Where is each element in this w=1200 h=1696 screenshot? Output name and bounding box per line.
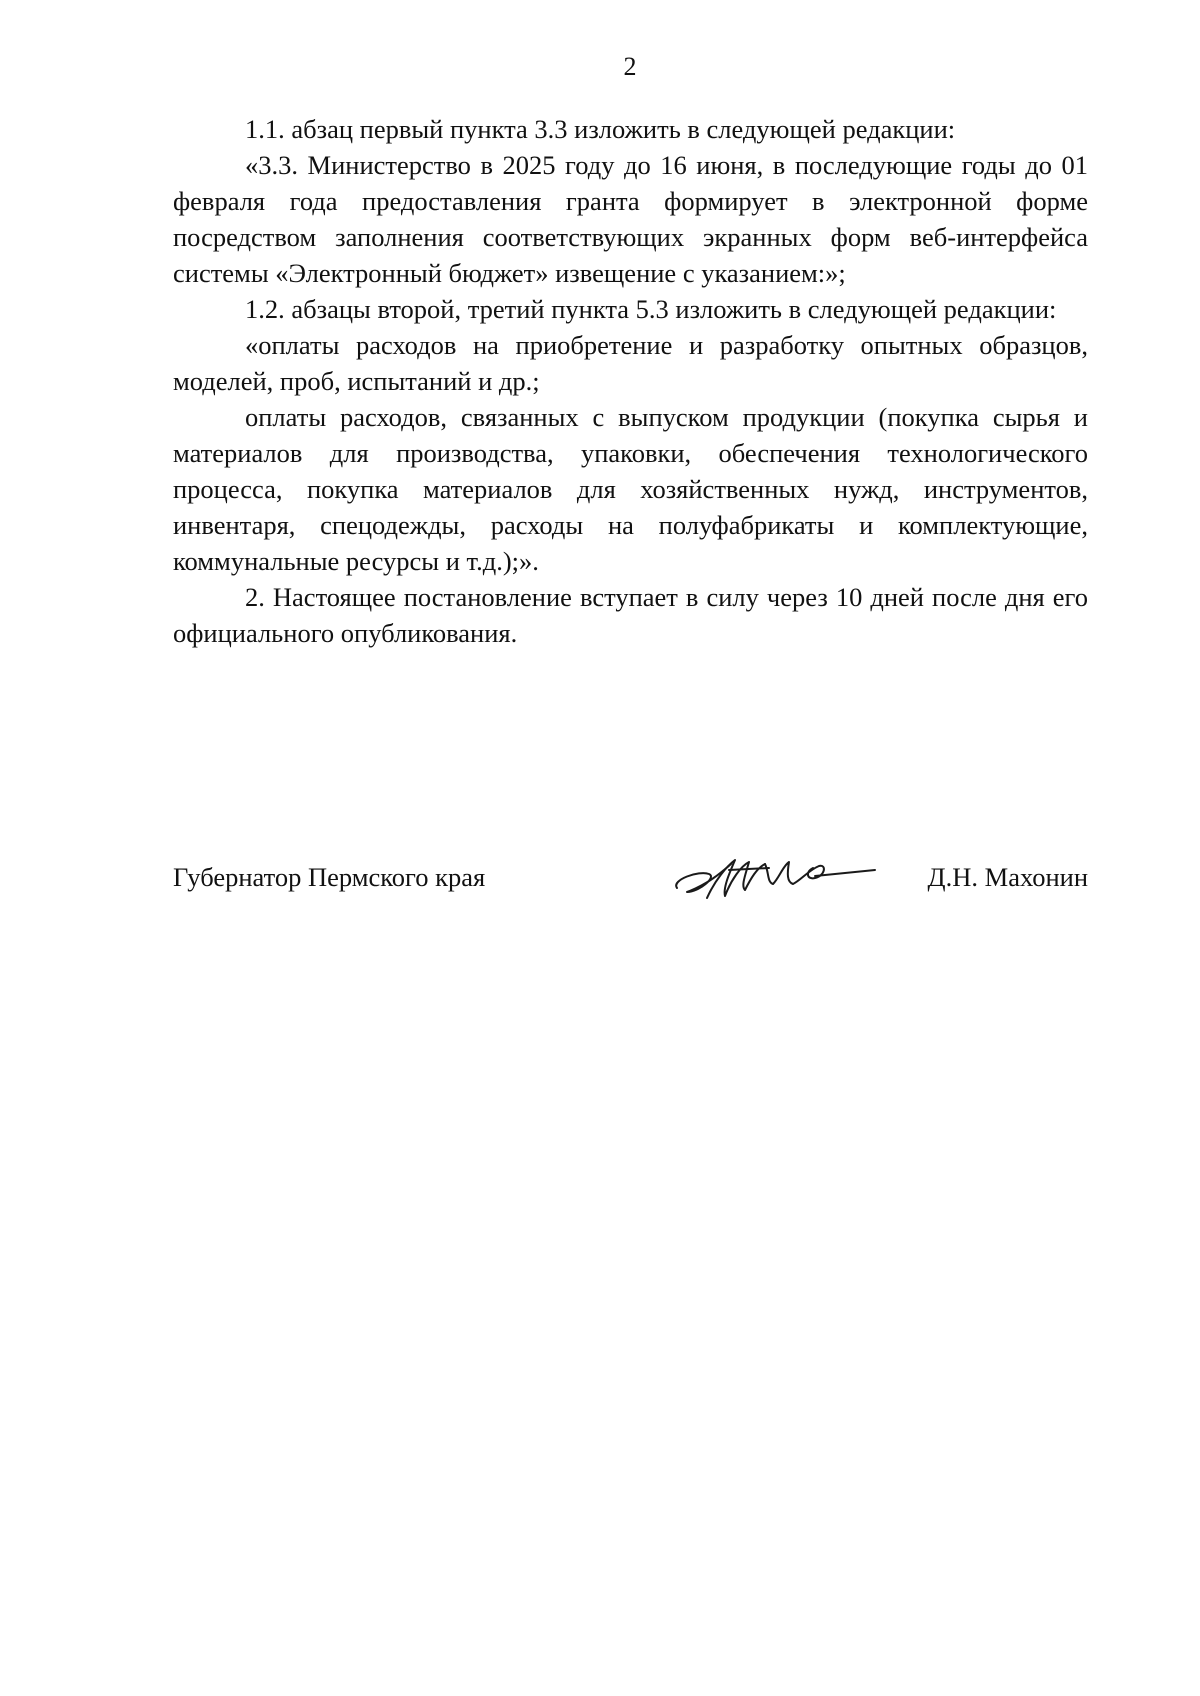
paragraph-3-3-quote: «3.3. Министерство в 2025 году до 16 июня, в последующие годы до 01 февраля года предоставления гранта формирует в электронной форме посредством заполнения соответствующих экранных форм веб-интерфейса системы «Электронный бюджет» извещение с указанием:»; [173, 150, 1088, 288]
document-body [173, 111, 1088, 651]
paragraph-quote-production: оплаты расходов, связанных с выпуском продукции (покупка сырья и материалов для производства, упаковки, обеспечения технологического процесса, покупка материалов для хозяйственных нужд, инструментов, инвентаря, спецодежды, расходы на полуфабрикаты и комплектующие, коммунальные ресурсы и т.д.);». [173, 402, 1088, 576]
paragraph-1-1: 1.1. абзац первый пункта 3.3 изложить в следующей редакции: [245, 114, 956, 144]
signatory-position: Губернатор Пермского края [173, 862, 486, 892]
handwritten-signature [669, 840, 879, 910]
signatory-name: Д.Н. Махонин [927, 862, 1088, 892]
paragraph-1-2: 1.2. абзацы второй, третий пункта 5.3 изложить в следующей редакции: [245, 294, 1057, 324]
page-number: 2 [623, 52, 637, 81]
paragraph-2-effective: 2. Настоящее постановление вступает в силу через 10 дней после дня его официального опубликования. [173, 582, 1088, 648]
signature-block [173, 862, 1088, 922]
paragraph-quote-prototypes: «оплаты расходов на приобретение и разработку опытных образцов, моделей, проб, испытаний и др.; [173, 330, 1088, 396]
